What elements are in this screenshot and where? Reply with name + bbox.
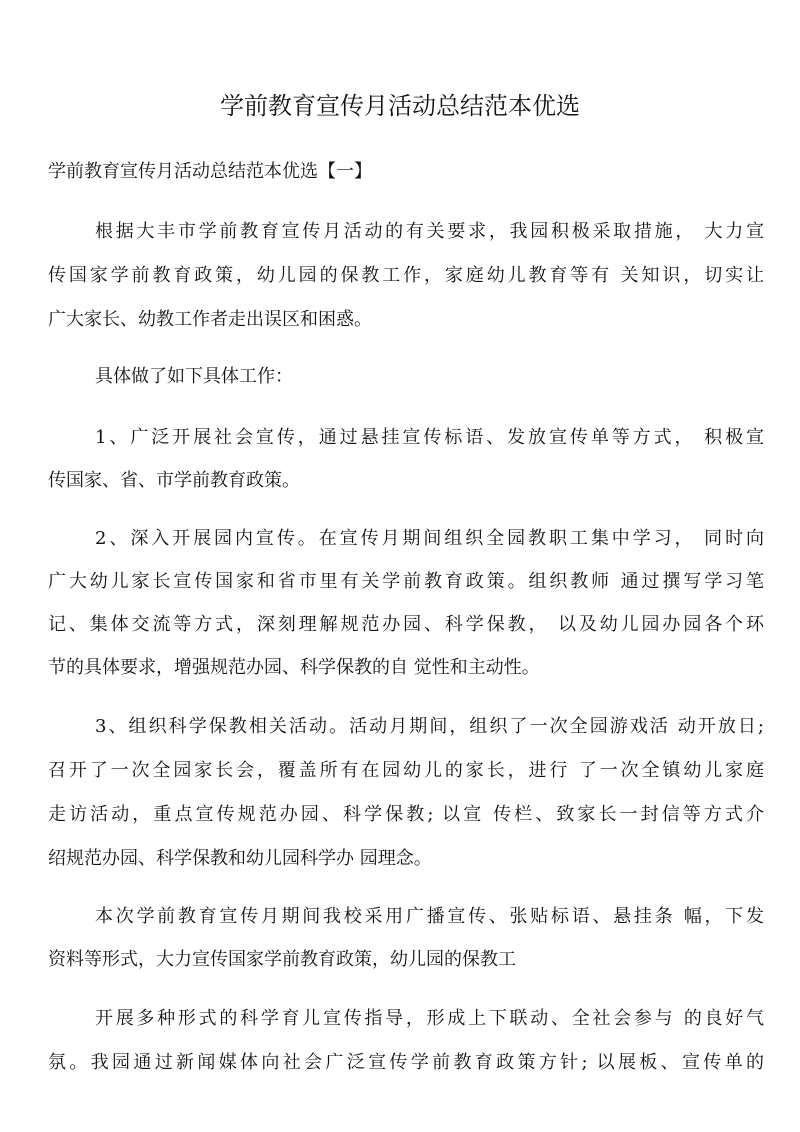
paragraph-line: 1、广泛开展社会宣传，通过悬挂宣传标语、发放宣传单等方式， 积极宣: [95, 427, 764, 448]
paragraph-line: 走访活动，重点宣传规范办园、科学保教; 以宣 传栏、致家长一封信等方式介: [48, 804, 764, 825]
paragraph-line: 绍规范办园、科学保教和幼儿园科学办 园理念。: [48, 848, 432, 869]
paragraph-line: 传国家、省、市学前教育政策。: [48, 470, 300, 491]
section-heading: 学前教育宣传月活动总结范本优选【一】: [48, 161, 372, 182]
paragraph-line: 具体做了如下具体工作：: [95, 366, 293, 387]
paragraph-line: 记、集体交流等方式，深刻理解规范办园、科学保教， 以及幼儿园办园各个环: [48, 614, 764, 635]
page-title: 学前教育宣传月活动总结范本优选: [220, 92, 580, 120]
paragraph-line: 本次学前教育宣传月期间我校采用广播宣传、张贴标语、悬挂条 幅，下发: [95, 906, 764, 927]
paragraph-line: 氛。我园通过新闻媒体向社会广泛宣传学前教育政策方针; 以展板、宣传单的: [48, 1052, 764, 1073]
paragraph-line: 广大幼儿家长宣传国家和省市里有关学前教育政策。组织教师 通过撰写学习笔: [48, 571, 764, 592]
paragraph-line: 根据大丰市学前教育宣传月活动的有关要求，我园积极采取措施， 大力宣: [95, 221, 764, 242]
paragraph-line: 资料等形式，大力宣传国家学前教育政策，幼儿园的保教工: [48, 949, 516, 970]
paragraph-line: 广大家长、幼教工作者走出误区和困惑。: [48, 309, 372, 330]
paragraph-line: 节的具体要求，增强规范办园、科学保教的自 觉性和主动性。: [48, 657, 540, 678]
paragraph-line: 召开了一次全园家长会，覆盖所有在园幼儿的家长，进行 了一次全镇幼儿家庭: [48, 760, 764, 781]
paragraph-line: 开展多种形式的科学育儿宣传指导，形成上下联动、全社会参与 的良好气: [95, 1008, 764, 1029]
paragraph-line: 传国家学前教育政策，幼儿园的保教工作，家庭幼儿教育等有 关知识，切实让: [48, 265, 764, 286]
paragraph-line: 2、深入开展园内宣传。在宣传月期间组织全园教职工集中学习， 同时向: [95, 528, 764, 549]
paragraph-line: 3、组织科学保教相关活动。活动月期间，组织了一次全园游戏活 动开放日;: [95, 716, 764, 737]
